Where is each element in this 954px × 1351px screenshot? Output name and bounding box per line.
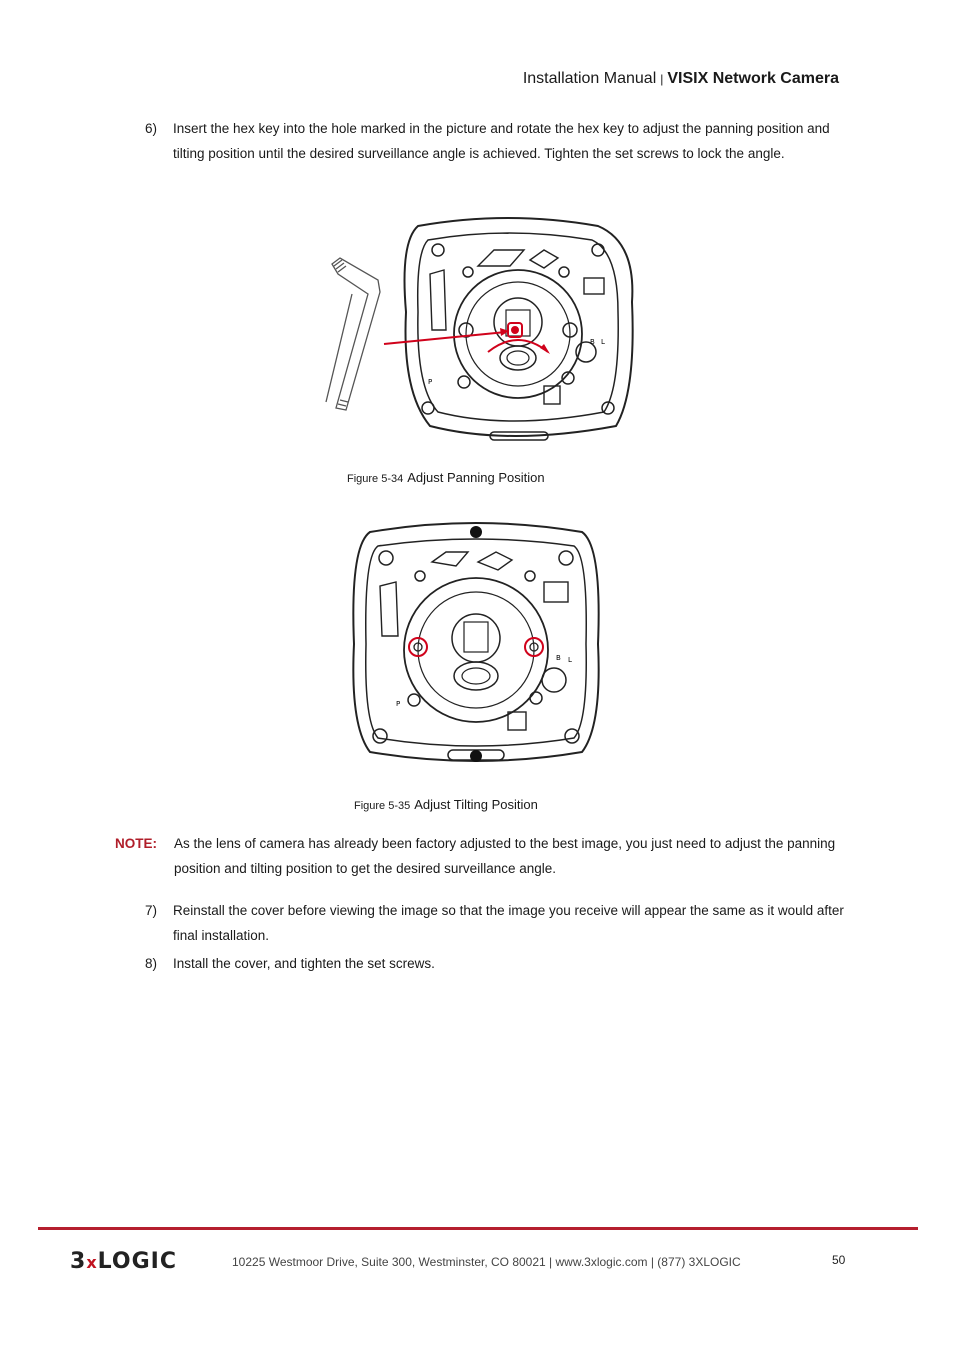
step-text: Install the cover, and tighten the set screws. [173,956,435,971]
camera-base-illustration [353,523,598,761]
figure-title: Adjust Tilting Position [414,797,538,812]
figure-label-b: B [590,338,595,346]
note-label: NOTE: [115,836,157,851]
rotate-arrow-icon [540,344,550,354]
product-name: VISIX Network Camera [667,70,839,87]
figure-caption-34 [347,470,545,485]
note-block [115,831,845,883]
figure-label-l: L [568,656,572,664]
figure-number: Figure 5-34 [347,473,404,485]
tilting-figure [348,516,604,772]
figure-label-b: B [556,654,561,662]
header-separator: | [660,72,664,86]
logo-prefix: 3 [70,1249,87,1274]
figure-label-p: P [428,378,433,386]
step-6 [145,116,845,192]
panning-figure [318,212,638,444]
manual-title: Installation Manual [522,70,657,87]
figure-label-l: L [601,338,605,346]
logo-x: x [86,1253,98,1272]
step-number: 7) [145,903,158,918]
footer-divider [38,1227,918,1230]
figure-number: Figure 5-35 [354,800,411,812]
company-logo [70,1249,177,1274]
step-text: Reinstall the cover before viewing the image so that the image you receive will appear the same as it would after final installation. [173,903,844,943]
step-number: 6) [145,121,158,136]
page-header [523,70,839,88]
footer-address: 10225 Westmoor Drive, Suite 300, Westminster, CO 80021 | www.3xlogic.com | (877) 3XLOGIC [232,1255,741,1269]
step-text: Insert the hex key into the hole marked in the picture and rotate the hex key to adjust the panning position and tilting position until the desired surveillance angle is achieved. Tighten the set screws to lock the angle. [173,121,830,161]
note-text: As the lens of camera has already been factory adjusted to the best image, you just need to adjust the panning position and tilting position to get the desired surveillance angle. [174,836,836,876]
alignment-dot-bottom [470,750,482,762]
logo-suffix: LOGIC [97,1249,177,1274]
step-number: 8) [145,956,158,971]
tilt-screw-highlights [409,638,543,656]
figure-label-p: P [396,700,401,708]
figure-title: Adjust Panning Position [407,470,545,485]
figure-caption-35 [354,797,538,812]
step-8 [145,951,845,977]
step-7 [145,898,845,950]
hex-key-illustration [326,258,380,410]
alignment-dot-top [470,526,482,538]
page-number: 50 [832,1253,846,1267]
